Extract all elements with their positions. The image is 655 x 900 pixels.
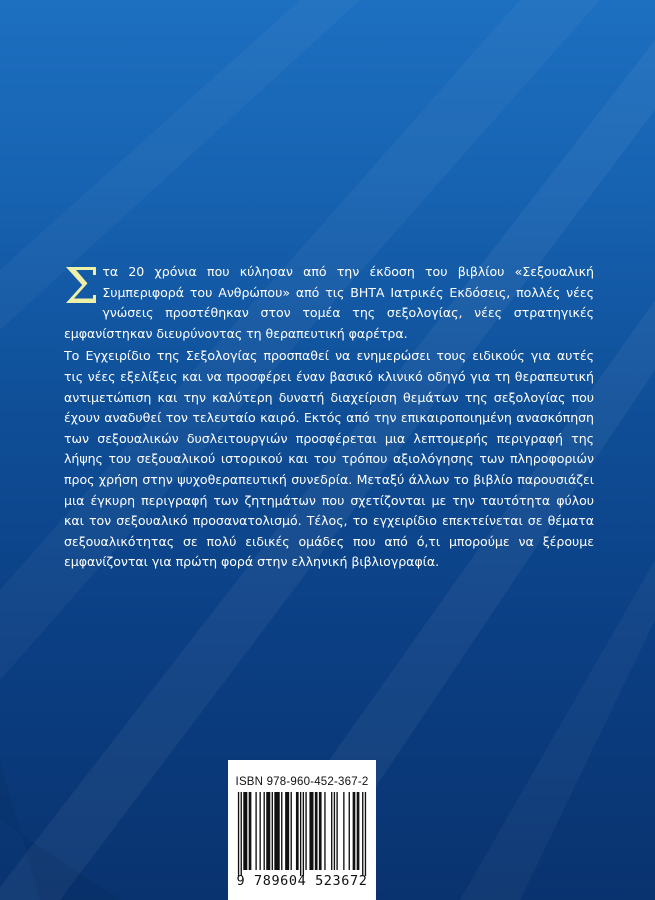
barcode-bar	[281, 792, 282, 870]
barcode-bar	[334, 792, 335, 870]
barcode-bar	[264, 792, 265, 870]
barcode-bar	[285, 792, 289, 870]
barcode-bar	[274, 792, 279, 870]
barcode-bar	[353, 792, 356, 870]
barcode-bar	[259, 792, 260, 870]
barcode-bar	[300, 792, 301, 876]
back-cover-blurb	[64, 257, 594, 575]
barcode-bar	[305, 792, 306, 870]
barcode-bar	[241, 792, 242, 876]
barcode-bar	[336, 792, 337, 870]
barcode-bar	[319, 792, 322, 870]
blurb-paragraph-1	[64, 257, 594, 344]
barcode-bar	[315, 792, 318, 870]
dropcap-sigma: Σ	[64, 257, 100, 315]
barcode-bar	[272, 792, 273, 870]
barcode-bar	[331, 792, 332, 870]
blurb-paragraph-1-text: τα 20 χρόνια που κύλησαν από την έκδοση του βιβλίου «Σεξουαλική Συμπεριφορά του Ανθρώπου» από τις ΒΗΤΑ Ιατρικές Εκδόσεις, πολλές νέες γνώσεις προστέθηκαν στον τομέα της σεξολογίας, νέες στρατηγικές εμφανίστηκαν διευρύνοντας τη θεραπευτική φαρέτρα.	[64, 264, 594, 341]
barcode-bar	[266, 792, 270, 870]
ean-digits: 9 789604 523672	[236, 873, 368, 889]
barcode-bar	[349, 792, 350, 870]
barcode-bar	[365, 792, 366, 876]
isbn-label: ISBN 978-960-452-367-2	[235, 776, 369, 788]
barcode-bar	[343, 792, 344, 870]
barcode-bar	[249, 792, 252, 870]
barcode-bar	[243, 792, 247, 870]
barcode-bar	[291, 792, 292, 870]
barcode-bar	[309, 792, 313, 870]
isbn-barcode-box	[228, 760, 376, 900]
barcode-bar	[362, 792, 363, 876]
barcode-bar	[324, 792, 325, 870]
barcode-bar	[357, 792, 360, 870]
blurb-paragraph-2: Το Εγχειρίδιο της Σεξολογίας προσπαθεί να ενημερώσει τους ειδικούς για αυτές τις νέες εξελίξεις και να προσφέρει έναν βασικό κλινικό οδηγό για τη θεραπευτική αντιμετώπιση και την καλύτερη δυνατή διαχείριση θεμάτων της σεξολογίας που έχουν αναδυθεί τον τελευταίο καιρό. Εκτός από την επικαιροποιημένη ανασκόπηση των σεξουαλικών δυσλειτουργιών προσφέρεται μια λεπτομερής περιγραφή της λήψης του σεξουαλικού ιστορικού και του τρόπου αξιολόγησης των πληροφοριών προς χρήση στην ψυχοθεραπευτική συνεδρία. Μεταξύ άλλων το βιβλίο παρουσιάζει μια έγκυρη περιγραφή των ζητημάτων που σχετίζονται με την ταυτότητα φύλου και τον σεξουαλικό προσανατολισμό. Τέλος, το εγχειρίδιο επεκτείνεται σε θέματα σεξουαλικότητας σε πολύ ειδικές ομάδες που από ό,τι μπορούμε να ξέρουμε εμφανίζονται για πρώτη φορά στην ελληνική βιβλιογραφία.	[64, 348, 594, 570]
barcode-bar	[238, 792, 239, 876]
barcode-bar	[255, 792, 256, 870]
barcode-bar	[296, 792, 299, 870]
barcode-bar	[303, 792, 304, 876]
barcode-bars	[228, 792, 376, 876]
